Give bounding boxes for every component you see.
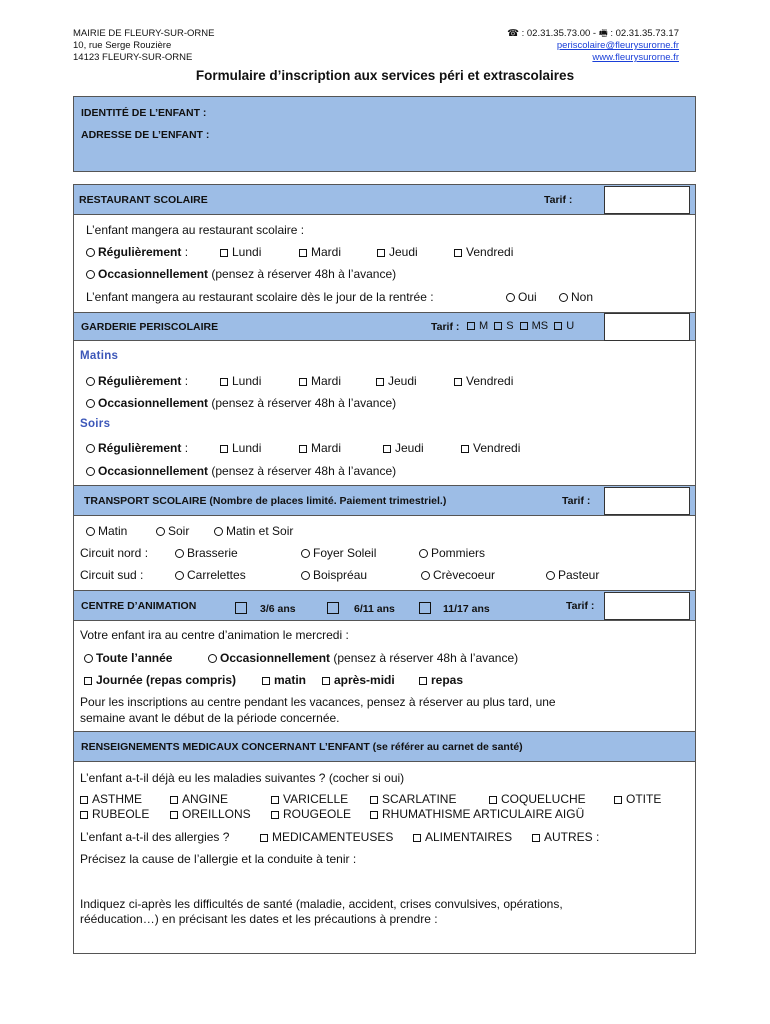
mairie-name: MAIRIE DE FLEURY-SUR-ORNE	[73, 28, 215, 39]
radio-icon[interactable]	[86, 527, 95, 536]
restaurant-tarif-label: Tarif :	[544, 194, 573, 206]
transport-soir-option[interactable]: Soir	[156, 524, 189, 538]
restaurant-occasional-option[interactable]: Occasionnellement (pensez à réserver 48h à l’avance)	[86, 267, 396, 281]
animation-title: CENTRE D’ANIMATION	[81, 600, 197, 612]
circuit-sud-label: Circuit sud :	[80, 568, 144, 582]
radio-icon[interactable]	[506, 293, 515, 302]
checkbox-icon[interactable]	[376, 378, 384, 386]
animation-occasional-option[interactable]: Occasionnellement (pensez à réserver 48h à l’avance)	[208, 651, 518, 665]
circuit-sud-carrelettes[interactable]: Carrelettes	[175, 568, 246, 582]
transport-matin-soir-option[interactable]: Matin et Soir	[214, 524, 293, 538]
phone-fax: ☎ : 02.31.35.73.00 - 🖷 : 02.31.35.73.17	[507, 28, 679, 39]
restaurant-title: RESTAURANT SCOLAIRE	[79, 194, 208, 206]
allergie-medicamenteuses[interactable]: MEDICAMENTEUSES	[260, 830, 393, 844]
age-6-11-option[interactable]: 6/11 ans	[327, 599, 395, 617]
page-title: Formulaire d’inscription aux services péri et extrascolaires	[195, 68, 575, 83]
animation-tarif-label: Tarif :	[566, 600, 595, 612]
matins-heading: Matins	[80, 350, 119, 362]
soirs-heading: Soirs	[80, 418, 111, 430]
maladie-angine[interactable]: ANGINE	[170, 792, 228, 806]
restaurant-header	[73, 184, 696, 215]
restaurant-regular-option[interactable]: Régulièrement :	[86, 245, 188, 259]
radio-icon[interactable]	[86, 377, 95, 386]
checkbox-icon[interactable]	[235, 602, 247, 614]
garderie-title: GARDERIE PERISCOLAIRE	[81, 321, 219, 333]
checkbox-icon[interactable]	[299, 249, 307, 257]
medical-header	[73, 731, 696, 762]
checkbox-icon[interactable]	[461, 445, 469, 453]
mairie-address-city: 14123 FLEURY-SUR-ORNE	[73, 52, 193, 63]
checkbox-icon[interactable]	[520, 322, 528, 330]
animation-toute-annee-option[interactable]: Toute l’année	[84, 651, 172, 665]
transport-matin-option[interactable]: Matin	[86, 524, 127, 538]
garderie-header	[73, 312, 696, 341]
website-link[interactable]: www.fleurysurorne.fr	[592, 52, 679, 63]
restaurant-tarif-field[interactable]	[604, 186, 690, 214]
checkbox-icon[interactable]	[260, 834, 268, 842]
checkbox-icon[interactable]	[170, 796, 178, 804]
checkbox-icon[interactable]	[299, 445, 307, 453]
maladie-rhumatisme[interactable]: RHUMATHISME ARTICULAIRE AIGÜ	[370, 807, 584, 821]
transport-tarif-field[interactable]	[604, 487, 690, 515]
child-identity-label: IDENTITÉ DE L’ENFANT :	[81, 107, 207, 119]
medical-title: RENSEIGNEMENTS MEDICAUX CONCERNANT L’ENFANT (se référer au carnet de santé)	[81, 741, 523, 753]
checkbox-icon[interactable]	[271, 796, 279, 804]
soirs-day-lundi[interactable]: Lundi	[220, 441, 261, 455]
radio-icon[interactable]	[86, 444, 95, 453]
radio-icon[interactable]	[301, 571, 310, 580]
maladie-oreillons[interactable]: OREILLONS	[170, 807, 251, 821]
email-link[interactable]: periscolaire@fleurysurorne.fr	[556, 40, 679, 51]
difficultes-line2: rééducation…) en précisant les dates et les précautions à prendre :	[80, 912, 438, 926]
checkbox-icon[interactable]	[220, 445, 228, 453]
checkbox-icon[interactable]	[454, 249, 462, 257]
checkbox-icon[interactable]	[80, 796, 88, 804]
checkbox-icon[interactable]	[494, 322, 502, 330]
radio-icon[interactable]	[156, 527, 165, 536]
radio-icon[interactable]	[86, 399, 95, 408]
circuit-sud-crevecoeur[interactable]: Crèvecoeur	[421, 568, 495, 582]
circuit-nord-foyer-soleil[interactable]: Foyer Soleil	[301, 546, 376, 560]
animation-vacances-line1: Pour les inscriptions au centre pendant les vacances, pensez à réserver au plus tard, une	[80, 695, 556, 709]
soirs-occasional-option[interactable]: Occasionnellement (pensez à réserver 48h à l’avance)	[86, 464, 396, 478]
checkbox-icon[interactable]	[220, 378, 228, 386]
checkbox-icon[interactable]	[377, 249, 385, 257]
checkbox-icon[interactable]	[80, 811, 88, 819]
circuit-sud-pasteur[interactable]: Pasteur	[546, 568, 599, 582]
maladie-coqueluche[interactable]: COQUELUCHE	[489, 792, 586, 806]
checkbox-icon[interactable]	[271, 811, 279, 819]
checkbox-icon[interactable]	[554, 322, 562, 330]
radio-icon[interactable]	[86, 270, 95, 279]
animation-repas-option[interactable]: repas	[419, 673, 463, 687]
soirs-day-vendredi[interactable]: Vendredi	[461, 441, 520, 455]
checkbox-icon[interactable]	[370, 796, 378, 804]
circuit-sud-boispreau[interactable]: Boispréau	[301, 568, 367, 582]
animation-matin-option[interactable]: matin	[262, 673, 306, 687]
restaurant-intro: L’enfant mangera au restaurant scolaire :	[86, 223, 305, 237]
checkbox-icon[interactable]	[84, 677, 92, 685]
animation-journee-option[interactable]: Journée (repas compris)	[84, 673, 236, 687]
identity-section	[73, 96, 696, 172]
age-11-17-option[interactable]: 11/17 ans	[419, 599, 490, 617]
checkbox-icon[interactable]	[220, 249, 228, 257]
restaurant-day-vendredi[interactable]: Vendredi	[454, 245, 513, 259]
checkbox-icon[interactable]	[299, 378, 307, 386]
restaurant-day-lundi[interactable]: Lundi	[220, 245, 261, 259]
radio-icon[interactable]	[546, 571, 555, 580]
maladie-scarlatine[interactable]: SCARLATINE	[370, 792, 456, 806]
matins-occasional-option[interactable]: Occasionnellement (pensez à réserver 48h à l’avance)	[86, 396, 396, 410]
radio-icon[interactable]	[86, 248, 95, 257]
matins-day-jeudi[interactable]: Jeudi	[376, 374, 417, 388]
child-address-label: ADRESSE DE L’ENFANT :	[81, 129, 210, 141]
circuit-nord-pommiers[interactable]: Pommiers	[419, 546, 485, 560]
maladies-question: L’enfant a-t-il déjà eu les maladies suivantes ? (cocher si oui)	[80, 771, 405, 785]
checkbox-icon[interactable]	[467, 322, 475, 330]
allergie-precisez-label: Précisez la cause de l’allergie et la conduite à tenir :	[80, 852, 357, 866]
maladie-rubeole[interactable]: RUBEOLE	[80, 807, 149, 821]
matins-day-vendredi[interactable]: Vendredi	[454, 374, 513, 388]
soirs-regular-option[interactable]: Régulièrement :	[86, 441, 188, 455]
radio-icon[interactable]	[421, 571, 430, 580]
checkbox-icon[interactable]	[413, 834, 421, 842]
checkbox-icon[interactable]	[170, 811, 178, 819]
maladie-otite[interactable]: OTITE	[614, 792, 661, 806]
circuit-nord-label: Circuit nord :	[80, 546, 149, 560]
checkbox-icon[interactable]	[327, 602, 339, 614]
rentree-oui-option[interactable]: Oui	[506, 290, 537, 304]
maladie-rougeole[interactable]: ROUGEOLE	[271, 807, 351, 821]
rentree-non-option[interactable]: Non	[559, 290, 593, 304]
animation-apres-midi-option[interactable]: après-midi	[322, 673, 395, 687]
restaurant-rentree-question: L’enfant mangera au restaurant scolaire dès le jour de la rentrée :	[86, 290, 434, 304]
checkbox-icon[interactable]	[419, 602, 431, 614]
checkbox-icon[interactable]	[454, 378, 462, 386]
checkbox-icon[interactable]	[419, 677, 427, 685]
maladie-varicelle[interactable]: VARICELLE	[271, 792, 348, 806]
radio-icon[interactable]	[301, 549, 310, 558]
circuit-nord-brasserie[interactable]: Brasserie	[175, 546, 238, 560]
allergie-autres[interactable]: AUTRES :	[532, 830, 599, 844]
transport-title: TRANSPORT SCOLAIRE (Nombre de places limité. Paiement trimestriel.)	[84, 495, 447, 507]
radio-icon[interactable]	[214, 527, 223, 536]
radio-icon[interactable]	[175, 549, 184, 558]
radio-icon[interactable]	[419, 549, 428, 558]
checkbox-icon[interactable]	[370, 811, 378, 819]
mairie-address-street: 10, rue Serge Rouzière	[73, 40, 172, 51]
age-3-6-option[interactable]: 3/6 ans	[235, 599, 296, 617]
soirs-day-jeudi[interactable]: Jeudi	[383, 441, 424, 455]
allergies-question: L’enfant a-t-il des allergies ?	[80, 830, 230, 844]
checkbox-icon[interactable]	[383, 445, 391, 453]
checkbox-icon[interactable]	[532, 834, 540, 842]
garderie-tarif-label: Tarif :	[431, 321, 460, 333]
animation-header	[73, 590, 696, 621]
radio-icon[interactable]	[86, 467, 95, 476]
animation-intro: Votre enfant ira au centre d’animation le mercredi :	[80, 628, 349, 642]
soirs-day-mardi[interactable]: Mardi	[299, 441, 341, 455]
matins-regular-option[interactable]: Régulièrement :	[86, 374, 188, 388]
matins-day-mardi[interactable]: Mardi	[299, 374, 341, 388]
allergie-alimentaires[interactable]: ALIMENTAIRES	[413, 830, 512, 844]
transport-tarif-label: Tarif :	[562, 495, 591, 507]
difficultes-line1: Indiquez ci-après les difficultés de santé (maladie, accident, crises convulsives, opérations,	[80, 897, 563, 911]
animation-tarif-field[interactable]	[604, 592, 690, 620]
radio-icon[interactable]	[208, 654, 217, 663]
transport-header	[73, 485, 696, 516]
garderie-tarif-field[interactable]	[604, 313, 690, 341]
maladie-asthme[interactable]: ASTHME	[80, 792, 142, 806]
garderie-tarif-options: M S MS U	[467, 320, 574, 332]
checkbox-icon[interactable]	[614, 796, 622, 804]
radio-icon[interactable]	[84, 654, 93, 663]
radio-icon[interactable]	[175, 571, 184, 580]
radio-icon[interactable]	[559, 293, 568, 302]
restaurant-day-jeudi[interactable]: Jeudi	[377, 245, 418, 259]
restaurant-day-mardi[interactable]: Mardi	[299, 245, 341, 259]
checkbox-icon[interactable]	[489, 796, 497, 804]
matins-day-lundi[interactable]: Lundi	[220, 374, 261, 388]
checkbox-icon[interactable]	[322, 677, 330, 685]
animation-vacances-line2: semaine avant le début de la période concernée.	[80, 711, 340, 725]
checkbox-icon[interactable]	[262, 677, 270, 685]
